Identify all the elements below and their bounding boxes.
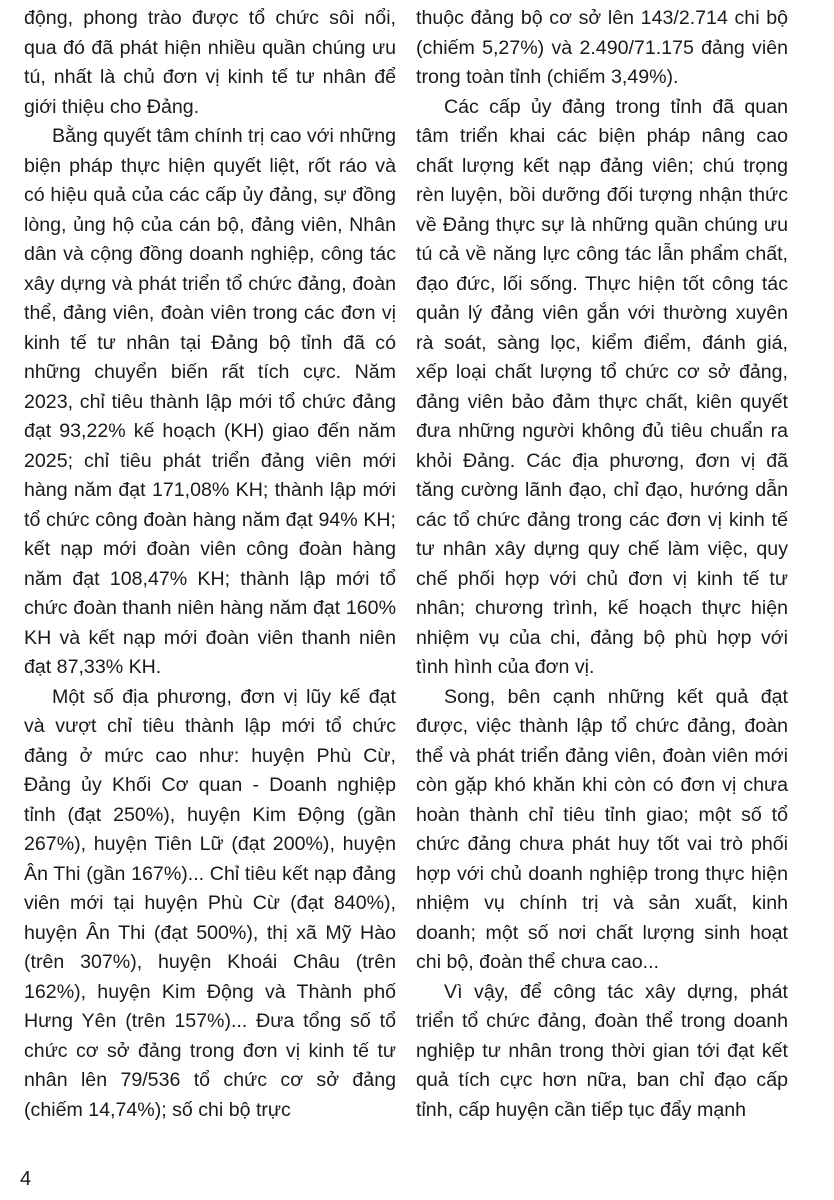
page-number: 4 [20, 1168, 32, 1190]
paragraph: Các cấp ủy đảng trong tỉnh đã quan tâm triển khai các biện pháp nâng cao chất lượng kết nạp đảng viên; chú trọng rèn luyện, bồi dưỡng đối tượng nhận thức về Đảng thực sự là những quần chúng ưu tú cả về năng lực công tác lẫn phẩm chất, đạo đức, lối sống. Thực hiện tốt công tác quản lý đảng viên gắn với thường xuyên rà soát, sàng lọc, kiểm điểm, đánh giá, xếp loại chất lượng tổ chức cơ sở đảng, đảng viên bảo đảm thực chất, kiên quyết đưa những người không đủ tiêu chuẩn ra khỏi Đảng. Các địa phương, đơn vị đã tăng cường lãnh đạo, chỉ đạo, hướng dẫn các tổ chức đảng trong các đơn vị kinh tế tư nhân xây dựng quy chế làm việc, quy chế phối hợp với chủ đơn vị kinh tế tư nhân; chương trình, kế hoạch thực hiện nhiệm vụ của chi, đảng bộ phù hợp với tình hình của đơn vị. [416, 95, 788, 678]
left-column [24, 4, 396, 1125]
paragraph: thuộc đảng bộ cơ sở lên 143/2.714 chi bộ (chiếm 5,27%) và 2.490/71.175 đảng viên trong toàn tỉnh (chiếm 3,49%). [416, 7, 788, 88]
paragraph: Song, bên cạnh những kết quả đạt được, việc thành lập tổ chức đảng, đoàn thể và phát triển đảng viên, đoàn viên mới còn gặp khó khăn khi còn có đơn vị chưa hoàn thành chỉ tiêu tỉnh giao; một số tổ chức đảng chưa phát huy tốt vai trò phối hợp với chủ doanh nghiệp trong thực hiện nhiệm vụ chính trị và sản xuất, kinh doanh; một số nơi chất lượng sinh hoạt chi bộ, đoàn thể chưa cao... [416, 685, 788, 973]
paragraph: Bằng quyết tâm chính trị cao với những biện pháp thực hiện quyết liệt, rốt ráo và có hiệu quả của các cấp ủy đảng, sự đồng lòng, ủng hộ của cán bộ, đảng viên, Nhân dân và cộng đồng doanh nghiệp, công tác xây dựng và phát triển tổ chức đảng, đoàn thể, đảng viên, đoàn viên trong các đơn vị kinh tế tư nhân tại Đảng bộ tỉnh đã có những chuyển biến rất tích cực. Năm 2023, chỉ tiêu thành lập mới tổ chức đảng đạt 93,22% kế hoạch (KH) giao đến năm 2025; chỉ tiêu phát triển đảng viên mới hàng năm đạt 171,08% KH; thành lập mới tổ chức công đoàn hàng năm đạt 94% KH; kết nạp mới đoàn viên công đoàn hàng năm đạt 108,47% KH; thành lập mới tổ chức đoàn thanh niên hàng năm đạt 160% KH và kết nạp mới đoàn viên thanh niên đạt 87,33% KH. [24, 125, 397, 678]
paragraph: động, phong trào được tổ chức sôi nổi, qua đó đã phát hiện nhiều quần chúng ưu tú, nhất là chủ đơn vị kinh tế tư nhân để giới thiệu cho Đảng. [24, 7, 396, 118]
paragraph: Vì vậy, để công tác xây dựng, phát triển tổ chức đảng, đoàn thể trong doanh nghiệp tư nhân trong thời gian tới đạt kết quả tích cực hơn nữa, ban chỉ đạo cấp tỉnh, cấp huyện cần tiếp tục đẩy mạnh [416, 980, 788, 1121]
right-column [416, 4, 788, 1125]
paragraph: Một số địa phương, đơn vị lũy kế đạt và vượt chỉ tiêu thành lập mới tổ chức đảng ở mức cao như: huyện Phù Cừ, Đảng ủy Khối Cơ quan - Doanh nghiệp tỉnh (đạt 250%), huyện Kim Động (gần 267%), huyện Tiên Lữ (đạt 200%), huyện Ân Thi (gần 167%)... Chỉ tiêu kết nạp đảng viên mới tại huyện Phù Cừ (đạt 840%), huyện Ân Thi (đạt 500%), thị xã Mỹ Hào (trên 307%), huyện Khoái Châu (trên 162%), huyện Kim Động và Thành phố Hưng Yên (trên 157%)... Đưa tổng số tổ chức cơ sở đảng trong đơn vị kinh tế tư nhân lên 79/536 tổ chức cơ sở đảng (chiếm 14,74%); số chi bộ trực [24, 685, 396, 1121]
